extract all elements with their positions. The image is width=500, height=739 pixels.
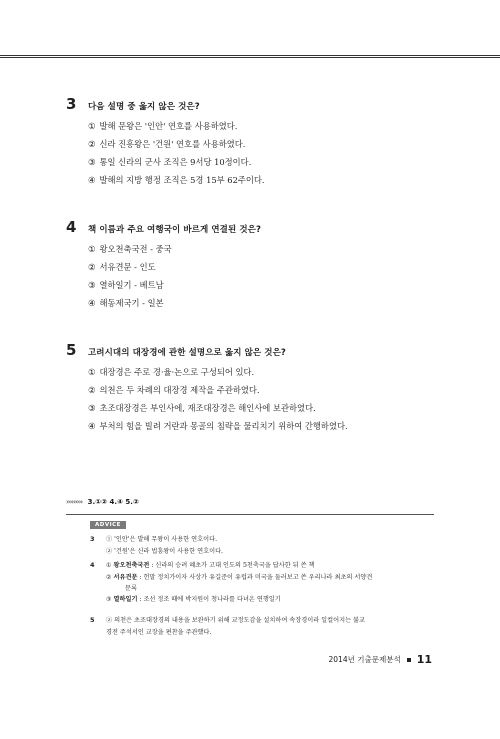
option: ② 의천은 두 차례의 대장경 제작을 주관하였다.: [88, 385, 260, 395]
advice-number: 4: [90, 561, 95, 569]
footer-title: 2014년 기출문제분석: [328, 655, 401, 664]
question-stem: 고려시대의 대장경에 관한 설명으로 옳지 않은 것은?: [88, 348, 286, 358]
advice-line-cont: 문록: [125, 585, 137, 592]
question-number: 3: [66, 95, 77, 113]
advice-q3: [90, 534, 435, 557]
question-stem: 책 이름과 주요 여행국이 바르게 연결된 것은?: [88, 225, 261, 235]
option: ③ 통일 신라의 군사 조직은 9서당 10정이다.: [88, 157, 252, 167]
advice-line: ② 의천은 초조대장경의 내용을 보완하기 위해 교정도감을 설치하여 속장경이라 일컬어지는 불교: [106, 617, 365, 624]
answer-rule: [66, 514, 434, 515]
page-number: 11: [416, 653, 432, 666]
question-number: 4: [66, 218, 77, 236]
question-stem: 다음 설명 중 옳지 않은 것은?: [88, 102, 200, 112]
option: ③ 열하일기 - 베트남: [88, 280, 164, 290]
option: ② 신라 진흥왕은 '건원' 연호를 사용하였다.: [88, 139, 246, 149]
advice-line: ② 서유견문 : 헌말 정치가이자 사상가 유길준이 유럽과 미국을 둘러보고 쓴 우리나라 최초의 서양견: [106, 573, 373, 581]
option: ④ 해동제국기 - 일본: [88, 298, 164, 308]
question-5: [66, 341, 466, 435]
advice-number: 5: [90, 616, 95, 624]
option: ④ 부처의 힘을 빌려 거란과 몽골의 침략을 물리치기 위하여 간행하였다.: [88, 421, 348, 431]
chevron-icon: ›››››››››: [66, 498, 83, 506]
question-number: 5: [66, 341, 77, 359]
advice-line: ③ 열하일기 : 조선 정조 때에 박지원이 청나라를 다녀온 연행일기: [106, 596, 281, 603]
page-footer: [329, 653, 433, 666]
advice-number: 3: [90, 535, 95, 543]
advice-q4: [90, 560, 435, 606]
option: ④ 발해의 지방 행정 조직은 5경 15부 62주이다.: [88, 175, 265, 185]
advice-line: ② '건원'은 신라 법흥왕이 사용한 연호이다.: [106, 547, 224, 555]
header-rule: [0, 55, 500, 58]
option: ① 발해 문왕은 '인안' 연호를 사용하였다.: [88, 121, 238, 131]
option: ① 왕오천축국전 - 중국: [88, 244, 172, 254]
question-4: [66, 218, 466, 312]
advice-line: 경전 주석서인 교장을 편찬을 주관했다.: [106, 628, 212, 636]
advice-q5: [90, 615, 435, 638]
advice-line: ① '인안'은 발해 무왕이 사용한 연호이다.: [106, 536, 218, 543]
option: ③ 초조대장경은 부인사에, 재조대장경은 해인사에 보관하였다.: [88, 403, 316, 413]
answer-key: [66, 498, 434, 506]
question-3: [66, 95, 466, 189]
advice-line: ① 왕오천축국전 : 신라의 승려 혜초가 고대 인도의 5천축국을 답사한 뒤 쓴 책: [106, 562, 315, 569]
option: ① 대장경은 주로 경·율·논으로 구성되어 있다.: [88, 367, 255, 377]
answer-text: 3.①② 4.④ 5.②: [87, 498, 139, 506]
advice-tag: ADVICE: [90, 521, 126, 529]
option: ② 서유견문 - 인도: [88, 262, 156, 272]
square-bullet-icon: [407, 658, 411, 662]
